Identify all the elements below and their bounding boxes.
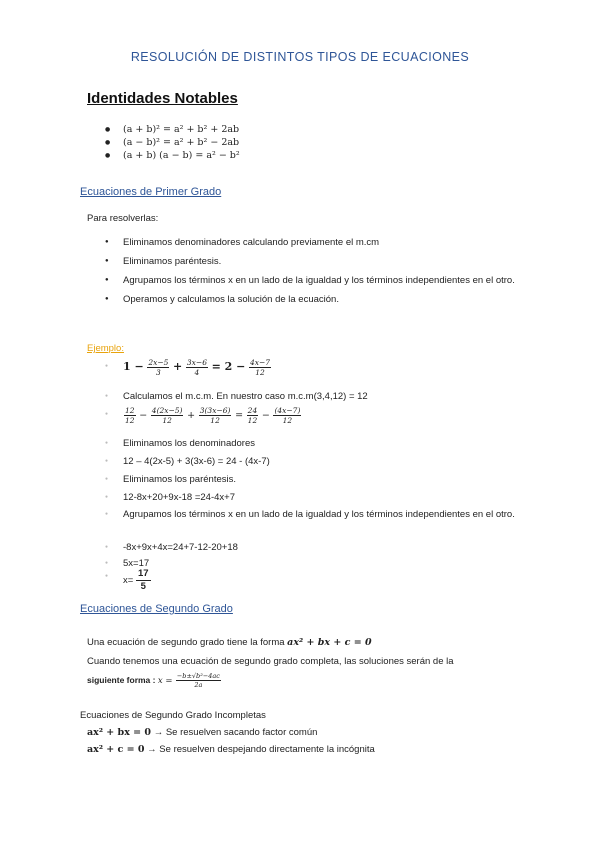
ejemplo-steps — [105, 358, 525, 598]
step-text: ● 12 – 4(2x-5) + 3(3x-6) = 24 - (4x-7) — [105, 453, 543, 470]
primer-steps-list — [105, 234, 525, 310]
segundo-grado-heading: Ecuaciones de Segundo Grado — [80, 603, 233, 615]
identidades-heading: Identidades Notables — [87, 90, 238, 107]
primer-grado-heading: Ecuaciones de Primer Grado — [80, 186, 222, 198]
identidad-item: ● (a + b)² = a² + b² + 2ab — [105, 123, 240, 136]
document-title: RESOLUCIÓN DE DISTINTOS TIPOS DE ECUACIONES — [130, 50, 470, 64]
ejemplo-label: Ejemplo: — [87, 343, 124, 354]
incompleta-item: ax² + bx = 0 → Se resuelven sacando factor común — [87, 727, 318, 738]
step-text: ● Calculamos el m.c.m. En nuestro caso m.c.m(3,4,12) = 12 — [105, 388, 543, 405]
incompletas-title: Ecuaciones de Segundo Grado Incompletas — [80, 710, 266, 721]
list-item: ● Operamos y calculamos la solución de la ecuación. — [105, 291, 525, 308]
final-result: ● x= $\frac{17}{5}$ — [105, 568, 543, 593]
step-text: ● 12-8x+20+9x-18 =24-4x+7 — [105, 489, 543, 506]
primer-intro: Para resolverlas: — [87, 213, 159, 224]
segundo-formula-line: siguiente forma : x = $\frac{\text{−b±√b²−4ac}}{2a}$ — [87, 672, 220, 690]
step-text: ● Agrupamos los términos x en un lado de la igualdad y los términos independientes en el otro. — [105, 506, 543, 523]
list-item: ● Agrupamos los términos x en un lado de la igualdad y los términos independientes en el otro. — [105, 272, 525, 289]
equation-common-denominator: ● $\frac{12}{12}$ − $\frac{4(2x-5)}{12}$ + $\frac{3(3x-6)}{12}$ = $\frac{24}{12}$ − $\frac{(4x-7)}{12}$ — [105, 406, 543, 425]
step-text: ● Eliminamos los denominadores — [105, 435, 543, 452]
segundo-desc-line: Cuando tenemos una ecuación de segundo grado completa, las soluciones serán de la — [87, 656, 454, 667]
segundo-form-line: Una ecuación de segundo grado tiene la forma ax² + bx + c = 0 — [87, 637, 372, 648]
step-text: ● -8x+9x+4x=24+7-12-20+18 — [105, 539, 543, 556]
identidad-item: ● (a + b) (a − b) = a² − b² — [105, 149, 240, 162]
list-item: ● Eliminamos paréntesis. — [105, 253, 525, 270]
step-text: ● 5x=17 — [105, 555, 543, 572]
identidad-item: ● (a − b)² = a² + b² − 2ab — [105, 136, 240, 149]
quadratic-formula: $\frac{\text{−b±√b²−4ac}}{2a}$ — [176, 672, 220, 690]
identidades-list — [105, 123, 240, 162]
equation-original: ● 1 − $\frac{2x-5}{3}$ + $\frac{3x-6}{4}$ = 2 − $\frac{4x-7}{12}$ — [105, 358, 543, 377]
incompleta-item: ax² + c = 0 → Se resuelven despejando directamente la incógnita — [87, 744, 375, 755]
list-item: ● Eliminamos denominadores calculando previamente el m.cm — [105, 234, 525, 251]
step-text: ● Eliminamos los paréntesis. — [105, 471, 543, 488]
